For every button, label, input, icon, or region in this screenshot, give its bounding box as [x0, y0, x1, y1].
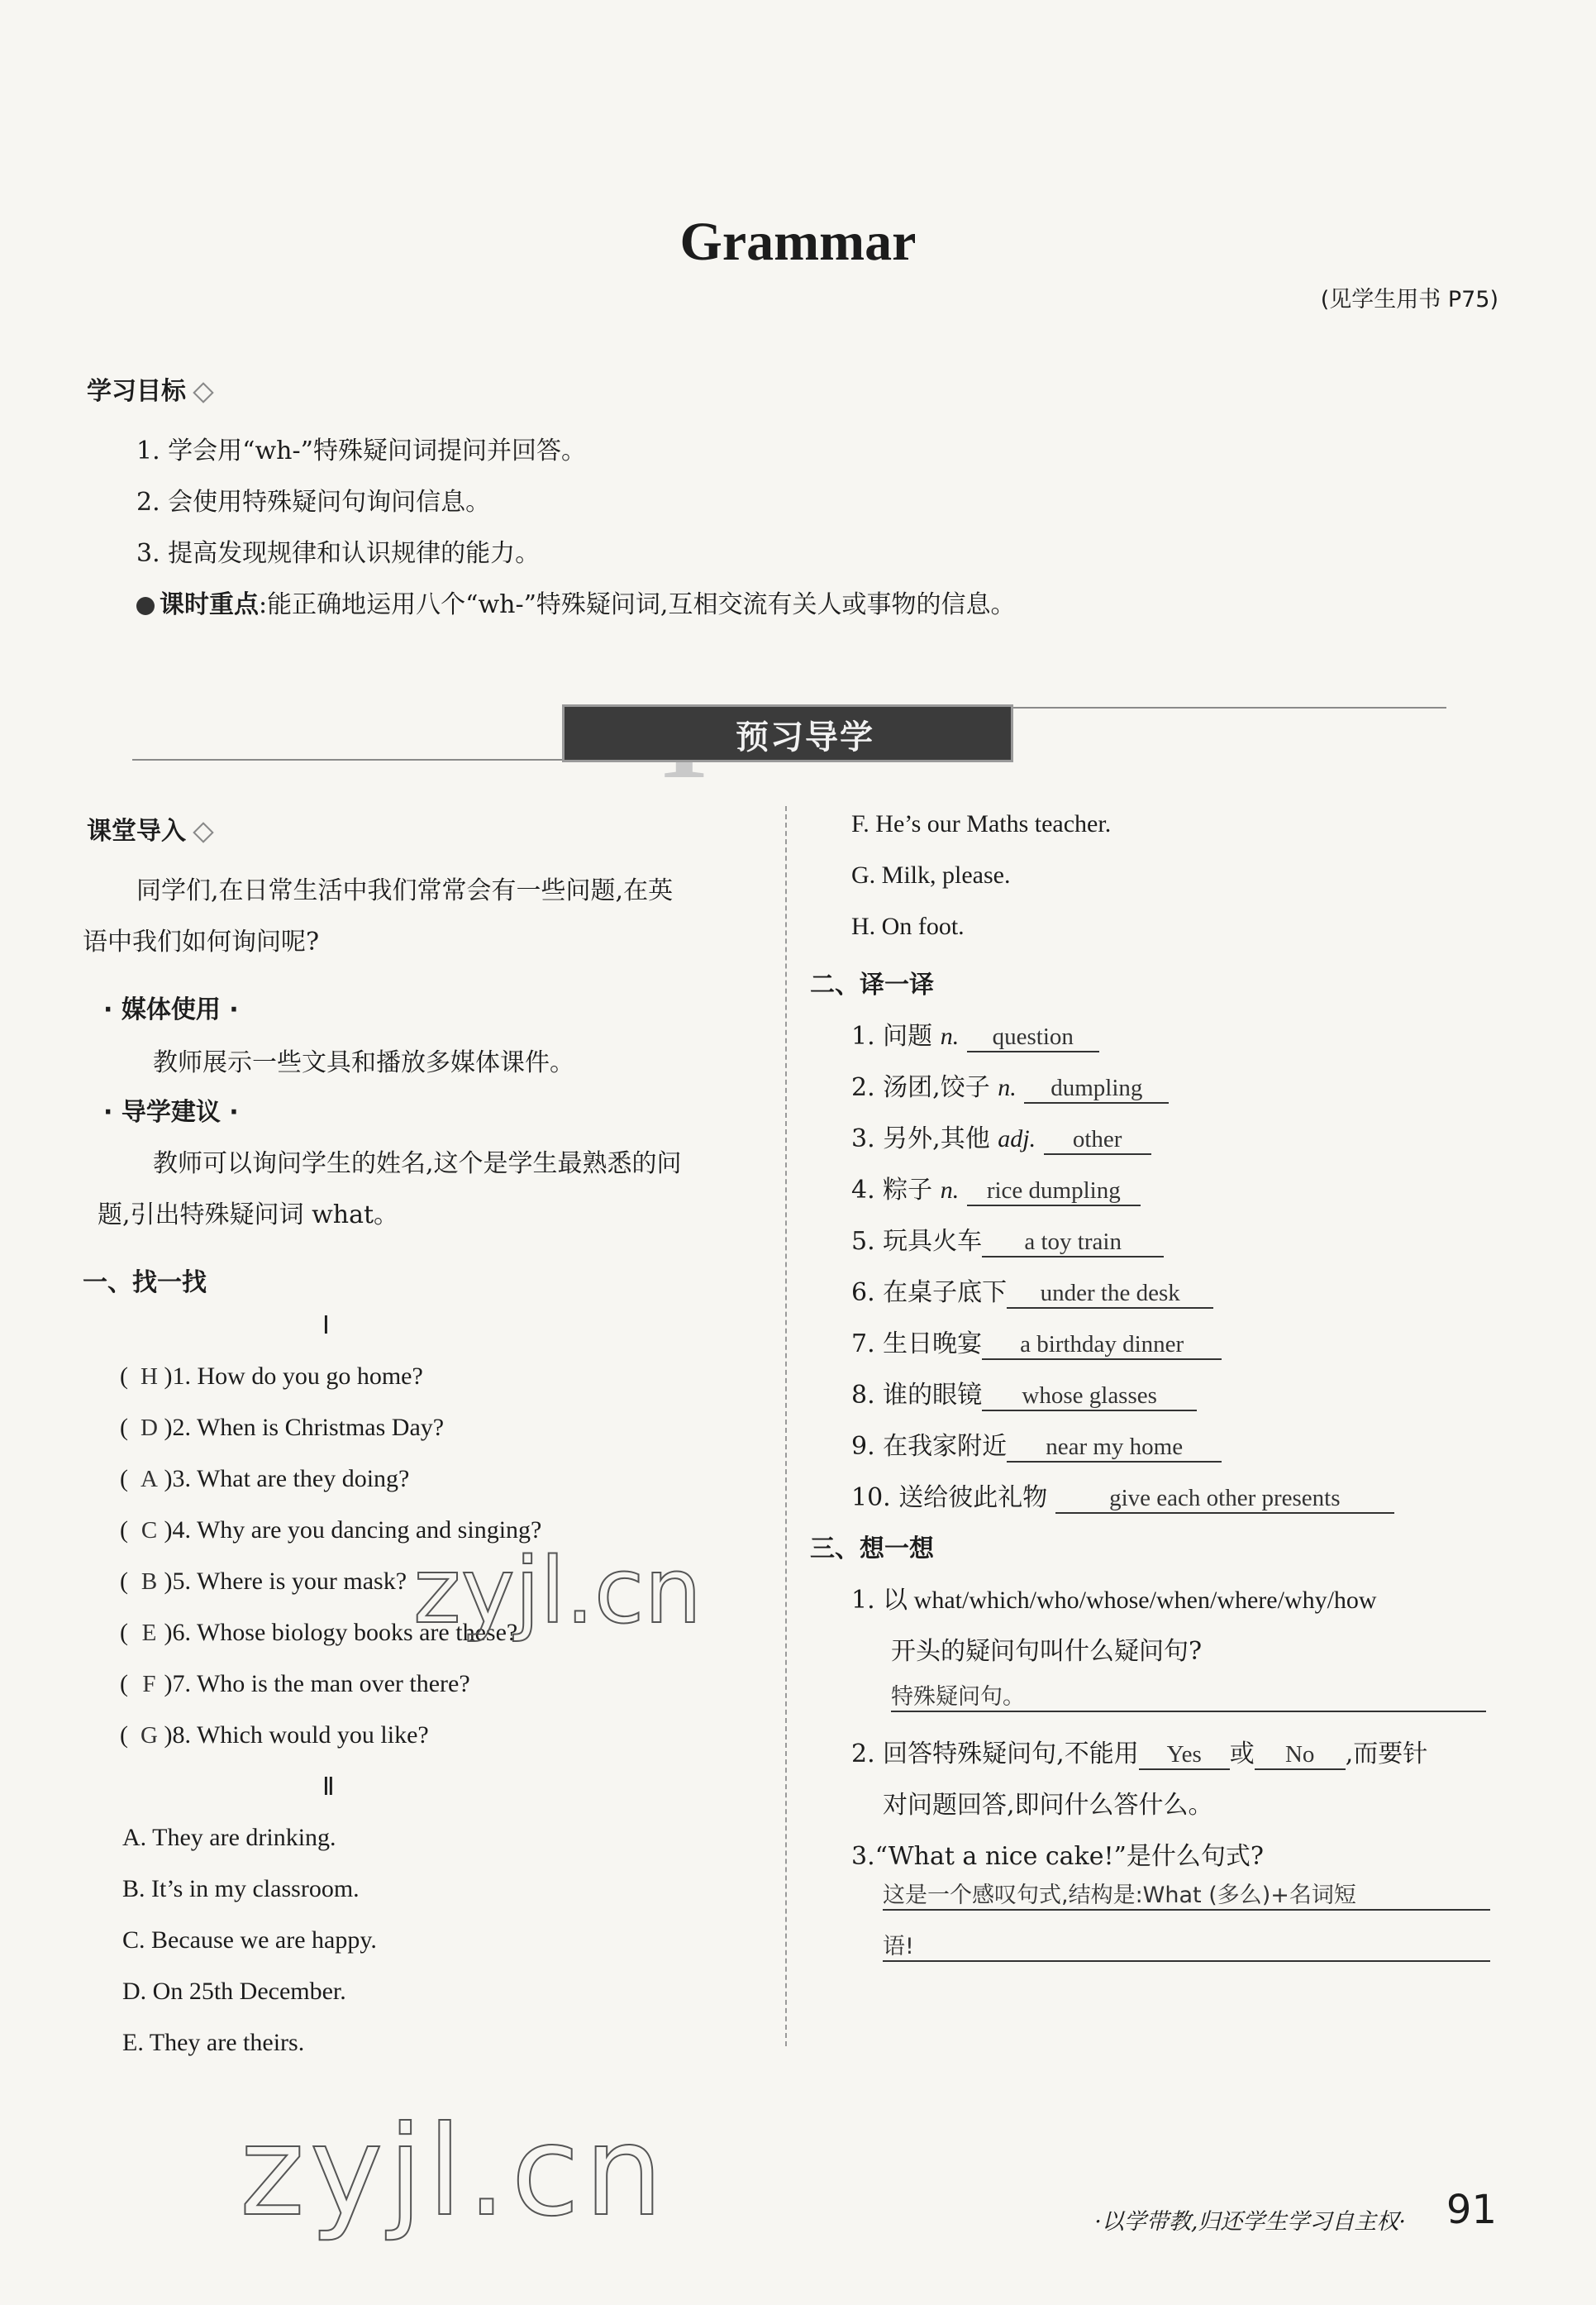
question-number: 4.	[172, 1516, 191, 1544]
item-number: 7.	[851, 1329, 875, 1358]
answer-letter: C	[141, 1517, 158, 1544]
q2-line	[851, 1733, 1427, 1770]
media-label: · 媒体使用 ·	[103, 995, 239, 1024]
q1-line	[851, 1579, 1377, 1615]
item-answer: question	[967, 1023, 1099, 1052]
option-item: H. On foot.	[851, 913, 965, 940]
q-number: 3.	[851, 1842, 875, 1871]
section2-heading: 二、译一译	[810, 971, 934, 1000]
key-point	[136, 584, 1015, 620]
q3-answer-line	[883, 1877, 1490, 1911]
item-pos: n.	[940, 1176, 960, 1204]
question-number: 2.	[172, 1414, 191, 1441]
key-point-label: 课时重点	[160, 590, 259, 619]
q1-line2: 开头的疑问句叫什么疑问句?	[891, 1637, 1203, 1666]
question-text: Who is the man over there?	[196, 1670, 470, 1697]
item-chinese: 在桌子底下	[883, 1278, 1008, 1307]
q-number: 1.	[851, 1586, 875, 1615]
item-number: 1.	[851, 1022, 875, 1051]
question-number: 3.	[172, 1465, 191, 1492]
item-answer: a toy train	[982, 1228, 1164, 1257]
translate-row	[851, 1067, 1169, 1104]
item-chinese: 另外,其他	[883, 1124, 990, 1153]
guide-label: · 导学建议 ·	[103, 1098, 239, 1127]
key-point-text: :能正确地运用八个“wh-”特殊疑问词,互相交流有关人或事物的信息。	[259, 590, 1016, 619]
translate-row	[851, 1425, 1222, 1463]
item-chinese: 生日晚宴	[883, 1329, 983, 1358]
answer-letter: B	[141, 1568, 158, 1595]
q3-line	[851, 1835, 1264, 1872]
question-text: Which would you like?	[196, 1721, 429, 1749]
intro-paragraph-line: 同学们,在日常生活中我们常常会有一些问题,在英	[136, 876, 674, 905]
item-chinese: 送给彼此礼物	[898, 1483, 1048, 1512]
answer-letter: D	[141, 1415, 158, 1441]
item-pos: n.	[998, 1074, 1017, 1101]
page-number: 91	[1446, 2187, 1497, 2233]
footer-slogan: ·以学带教,归还学生学习自主权·	[1094, 2209, 1406, 2235]
translate-row	[851, 1015, 1099, 1052]
objective-item: 3. 提高发现规律和认识规律的能力。	[136, 539, 541, 568]
item-number: 8.	[851, 1381, 875, 1410]
banner-right-rule	[1008, 707, 1446, 709]
question-text: Why are you dancing and singing?	[196, 1516, 542, 1544]
q2-text-end: ,而要针	[1345, 1739, 1428, 1768]
q3-answer-2: 语!	[883, 1934, 914, 1959]
option-item: A. They are drinking.	[122, 1824, 336, 1851]
q2-line2: 对问题回答,即问什么答什么。	[883, 1791, 1213, 1820]
intro-heading	[87, 810, 211, 847]
translate-row	[851, 1323, 1222, 1360]
question-row: ( F )7. Who is the man over there?	[120, 1670, 470, 1697]
banner-left-rule	[132, 759, 562, 761]
watermark-small: zyjl.cn	[413, 1538, 703, 1644]
item-pos: adj.	[998, 1125, 1036, 1152]
question-number: 5.	[172, 1568, 191, 1595]
item-answer: give each other presents	[1055, 1484, 1394, 1514]
item-chinese: 在我家附近	[883, 1432, 1008, 1461]
question-text: Where is your mask?	[196, 1568, 407, 1595]
option-item: E. They are theirs.	[122, 2029, 305, 2056]
item-number: 5.	[851, 1227, 875, 1256]
item-pos: n.	[940, 1023, 960, 1050]
translate-row	[851, 1220, 1164, 1257]
item-answer: dumpling	[1024, 1074, 1169, 1104]
question-row: ( C )4. Why are you dancing and singing?	[120, 1516, 542, 1544]
intro-heading-text: 课堂导入	[87, 817, 186, 846]
item-answer: other	[1044, 1125, 1151, 1155]
diamond-icon	[193, 382, 213, 403]
translate-row	[851, 1374, 1197, 1411]
answer-letter: A	[141, 1466, 158, 1492]
answer-letter: G	[141, 1722, 158, 1749]
item-number: 2.	[851, 1073, 875, 1102]
item-answer: whose glasses	[982, 1382, 1197, 1411]
q-number: 2.	[851, 1739, 875, 1768]
item-chinese: 问题	[883, 1022, 933, 1051]
column-divider	[785, 806, 787, 2046]
section3-heading: 三、想一想	[810, 1534, 934, 1563]
item-answer: near my home	[1007, 1433, 1222, 1463]
q2-blank-2: No	[1255, 1740, 1346, 1770]
question-row: ( E )6. Whose biology books are these?	[120, 1619, 518, 1646]
q1-answer: 特殊疑问句。	[891, 1684, 1025, 1710]
item-number: 4.	[851, 1176, 875, 1205]
translate-row	[851, 1477, 1394, 1514]
question-row: ( D )2. When is Christmas Day?	[120, 1414, 445, 1441]
q1-answer-line	[891, 1678, 1486, 1712]
answer-letter: E	[141, 1620, 157, 1646]
item-number: 6.	[851, 1278, 875, 1307]
option-item: D. On 25th December.	[122, 1978, 346, 2005]
translate-row	[851, 1272, 1213, 1309]
section1-heading: 一、找一找	[83, 1268, 207, 1297]
q3-answer: 这是一个感叹句式,结构是:What (多么)+名词短	[883, 1883, 1356, 1908]
media-text: 教师展示一些文具和播放多媒体课件。	[153, 1048, 574, 1077]
question-row: ( H )1. How do you go home?	[120, 1362, 423, 1390]
item-chinese: 汤团,饺子	[883, 1073, 990, 1102]
part-roman-2: Ⅱ	[322, 1773, 335, 1801]
objective-item: 2. 会使用特殊疑问句询问信息。	[136, 488, 491, 517]
item-chinese: 粽子	[883, 1176, 933, 1205]
translate-row	[851, 1118, 1151, 1155]
diamond-icon	[193, 822, 213, 842]
page-title: Grammar	[679, 212, 917, 272]
question-text: How do you go home?	[197, 1362, 423, 1390]
question-number: 8.	[172, 1721, 191, 1749]
item-answer: under the desk	[1007, 1279, 1213, 1309]
item-number: 3.	[851, 1124, 875, 1153]
question-number: 1.	[172, 1362, 191, 1390]
objectives-heading-text: 学习目标	[87, 377, 186, 406]
q2-or: 或	[1229, 1739, 1255, 1768]
student-book-reference: (见学生用书 P75)	[1320, 287, 1498, 313]
intro-paragraph-line: 语中我们如何询问呢?	[83, 928, 320, 957]
objective-item: 1. 学会用“wh-”特殊疑问词提问并回答。	[136, 437, 586, 465]
question-number: 7.	[172, 1670, 191, 1697]
question-text: Whose biology books are these?	[196, 1619, 518, 1646]
guide-text-line: 题,引出特殊疑问词 what。	[98, 1200, 399, 1229]
q1-text: 以 what/which/who/whose/when/where/why/how	[883, 1587, 1377, 1614]
objectives-heading	[87, 370, 211, 407]
guide-text-line: 教师可以询问学生的姓名,这个是学生最熟悉的问	[153, 1149, 682, 1178]
item-number: 9.	[851, 1432, 875, 1461]
item-answer: a birthday dinner	[982, 1330, 1222, 1360]
translate-row	[851, 1169, 1141, 1206]
watermark-large: zyjl.cn	[240, 2100, 669, 2244]
question-row: ( G )8. Which would you like?	[120, 1721, 429, 1749]
option-item: B. It’s in my classroom.	[122, 1875, 360, 1902]
q3-text: “What a nice cake!”是什么句式?	[874, 1842, 1264, 1871]
option-item: G. Milk, please.	[851, 861, 1011, 889]
q3-answer-line-2	[883, 1928, 1490, 1962]
q2-text: 回答特殊疑问句,不能用	[883, 1739, 1139, 1768]
item-chinese: 谁的眼镜	[883, 1381, 983, 1410]
option-item: C. Because we are happy.	[122, 1926, 377, 1954]
part-roman-1: Ⅰ	[322, 1312, 330, 1339]
answer-letter: F	[142, 1671, 156, 1697]
question-text: What are they doing?	[196, 1465, 410, 1492]
option-item: F. He’s our Maths teacher.	[851, 810, 1112, 838]
banner-title: 预习导学	[736, 718, 874, 756]
question-text: When is Christmas Day?	[196, 1414, 445, 1441]
bullet-icon	[136, 597, 155, 615]
item-answer: rice dumpling	[967, 1176, 1141, 1206]
question-row: ( B )5. Where is your mask?	[120, 1568, 407, 1595]
item-number: 10.	[851, 1483, 891, 1512]
q2-blank-1: Yes	[1139, 1740, 1230, 1770]
section-banner	[562, 704, 1008, 764]
item-chinese: 玩具火车	[883, 1227, 983, 1256]
answer-letter: H	[141, 1363, 158, 1390]
question-row: ( A )3. What are they doing?	[120, 1465, 410, 1492]
question-number: 6.	[172, 1619, 191, 1646]
